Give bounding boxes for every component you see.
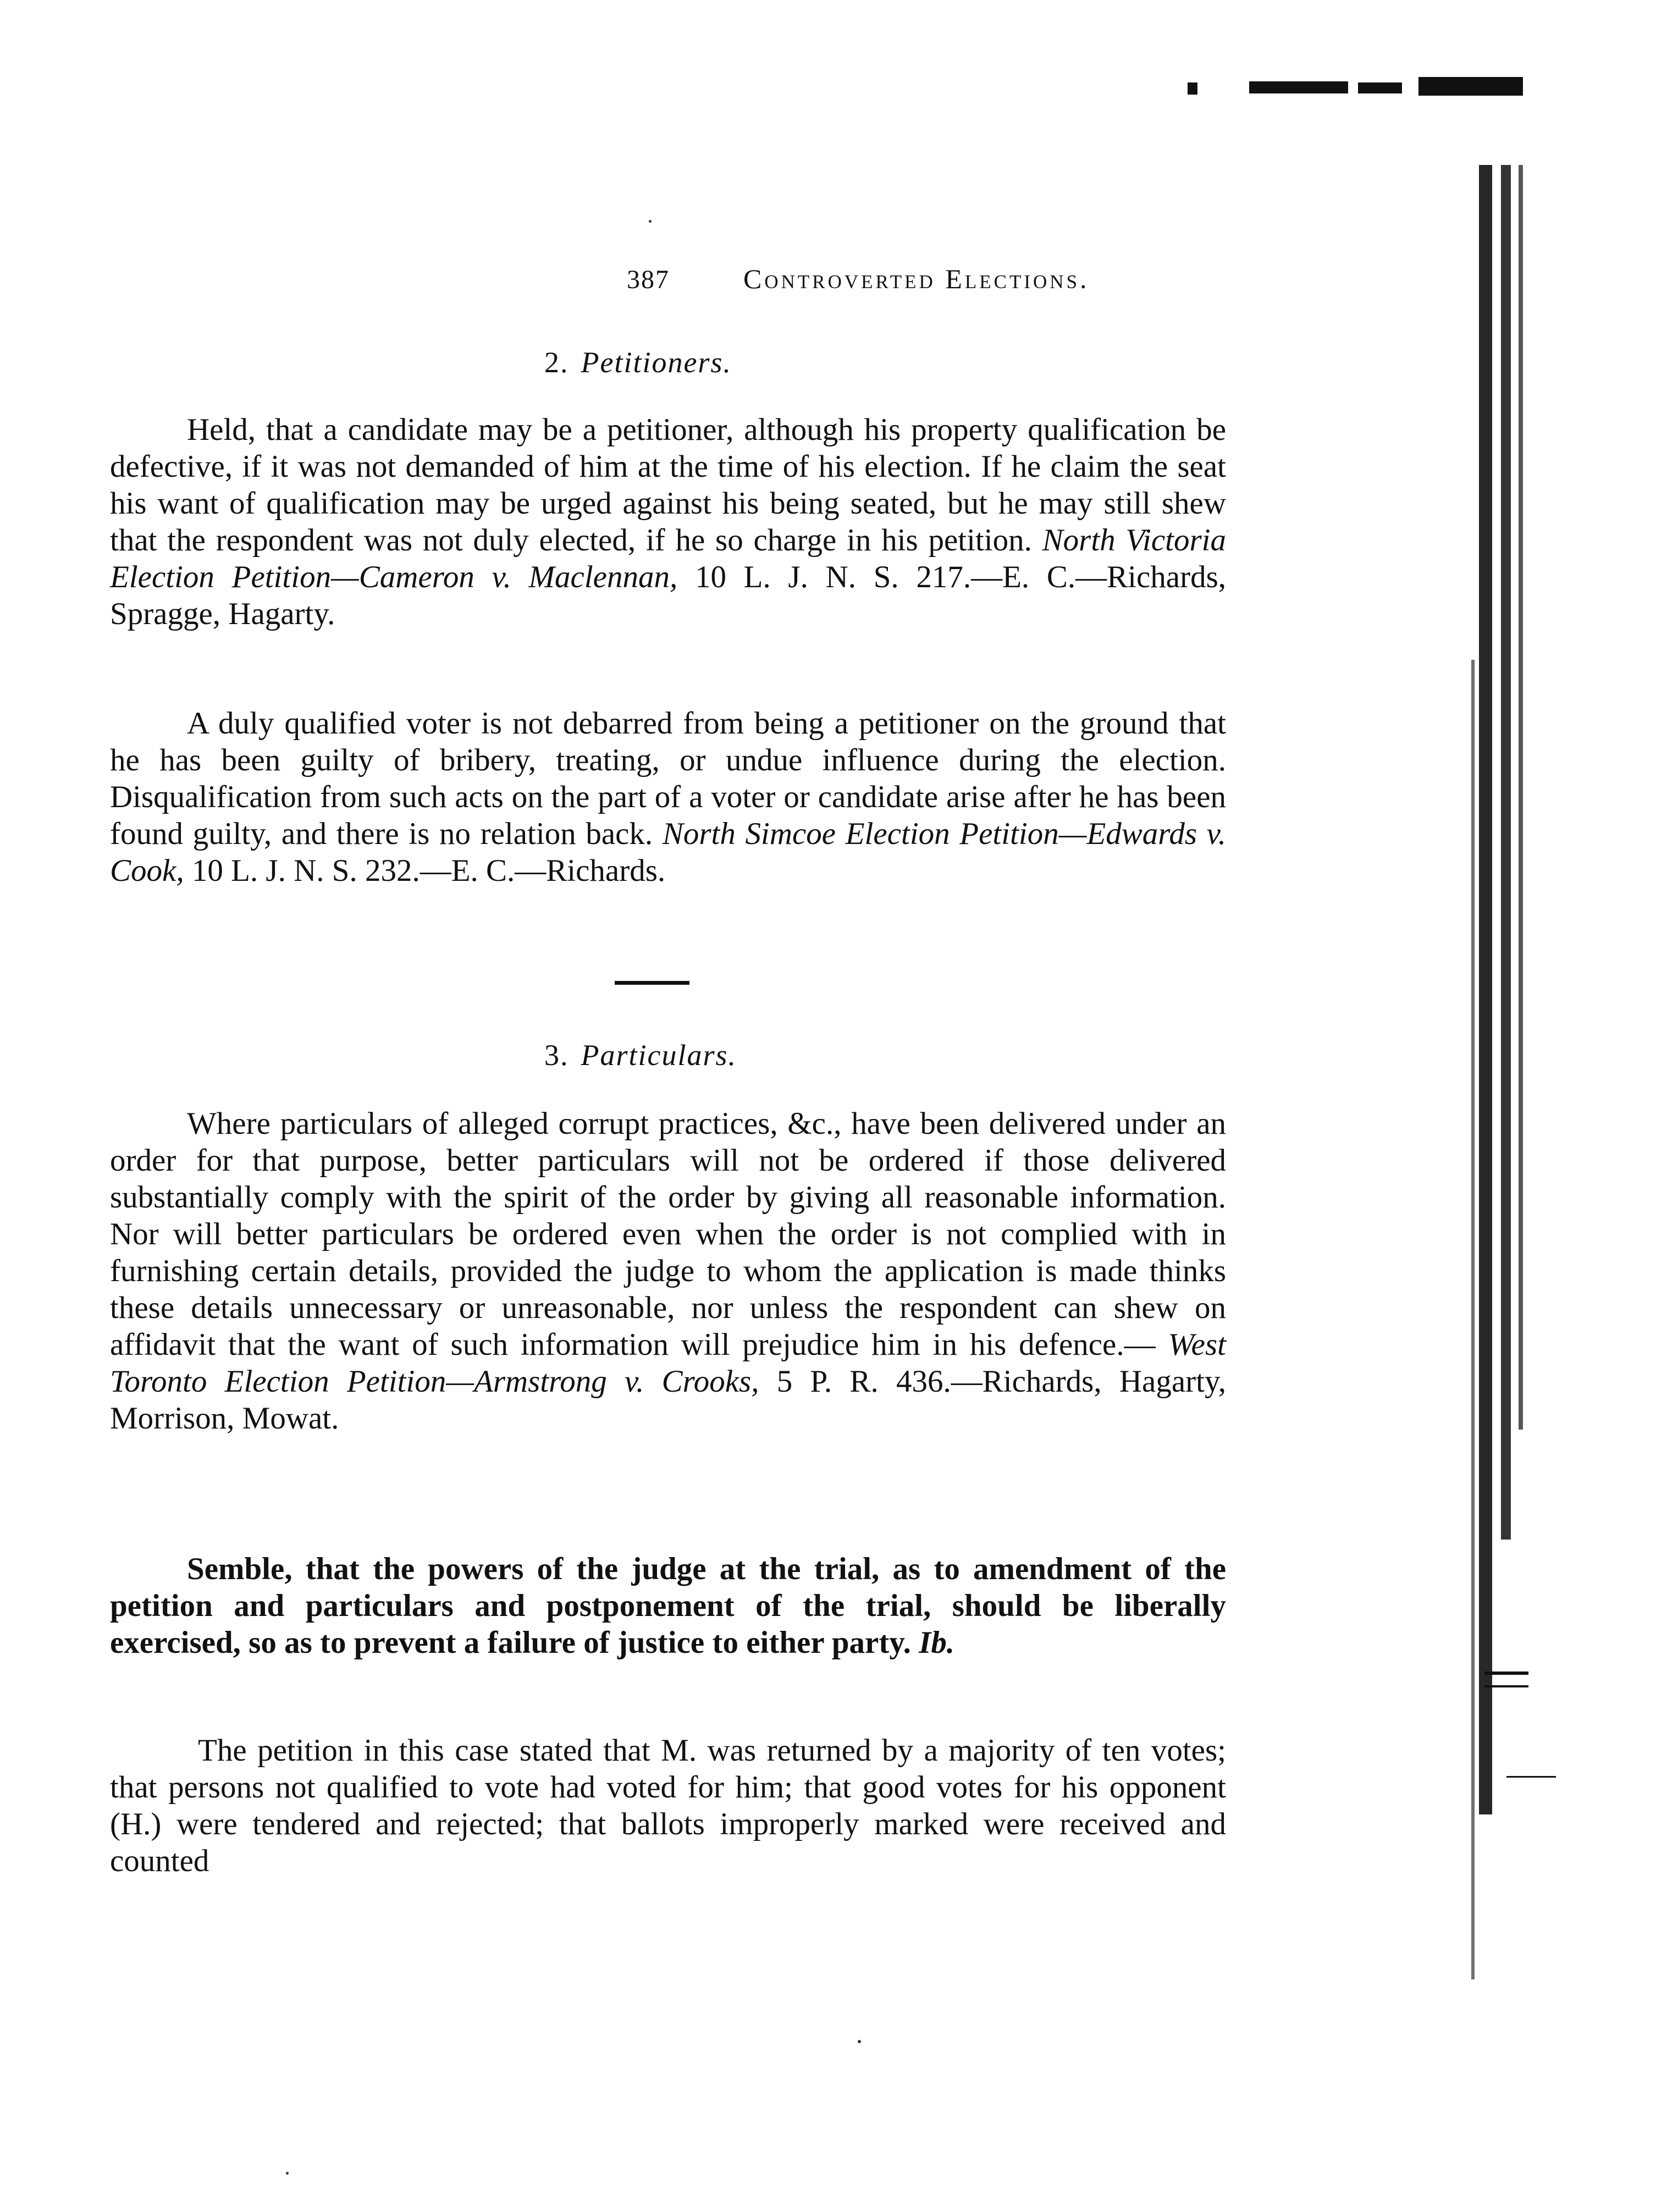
- scan-artifact: [1358, 82, 1402, 93]
- running-title: Controverted Elections.: [743, 263, 1090, 294]
- case-reference: 10 L. J. N. S. 217.—E. C.—Richards, Spragge, Hagarty.: [110, 560, 1227, 631]
- paragraph-text: Held, that a candidate may be a petitioner, although his property qualification be defective, if it was not demanded of him at the time of his election. If he claim the seat his want of qualification may be urged against his being seated, but he may still shew that the respondent was not duly elected, if he so charge in his petition.: [110, 412, 1226, 558]
- section-number: 2.: [544, 346, 569, 379]
- scan-speck: [649, 220, 652, 223]
- scan-artifact: [1506, 1776, 1556, 1778]
- case-reference: 5 P. R. 436.—Richards, Hagarty, Morrison, Mowat.: [110, 1364, 1226, 1436]
- paragraph-text: The petition in this case stated that M. was returned by a majority of ten votes; that persons not qualified to vote had voted for him; that good votes for his opponent (H.) were tendered and rejected; that ballots improperly marked were received and counted: [110, 1733, 1226, 1878]
- section-heading-petitioners: [544, 345, 732, 379]
- paragraph: [110, 705, 1226, 889]
- section-number: 3.: [544, 1039, 569, 1072]
- section-title: Particulars.: [581, 1039, 737, 1072]
- paragraph: [110, 411, 1226, 632]
- scan-artifact: [1249, 81, 1348, 93]
- paragraph: [110, 1105, 1226, 1437]
- scan-artifact: [1484, 1672, 1528, 1675]
- case-citation: North Victoria Election Petition—Cameron v. Maclennan,: [110, 523, 1227, 594]
- scan-speck: [858, 2040, 861, 2043]
- case-reference: 10 L. J. N. S. 232.—E. C.—Richards.: [191, 853, 666, 888]
- paragraph-text: Semble, that the powers of the judge at the trial, as to amendment of the petition and particulars and postponement of the trial, should be liberally exercised, so as to prevent a failure of justice to either party.: [110, 1552, 1226, 1660]
- case-citation: North Simcoe Election Petition—Edwards v. Cook,: [110, 817, 1226, 888]
- running-header: [627, 263, 1090, 295]
- section-heading-particulars: [544, 1038, 737, 1072]
- paragraph-text: Where particulars of alleged corrupt practices, &c., have been delivered under an order for that purpose, better particulars will not be ordered if those delivered substantially comply with the spirit of the order by giving all reasonable information. Nor will better particulars be ordered even when the order is not complied with in furnishing certain details, provided the judge to whom the application is made thinks these details unnecessary or unreasonable, nor unless the respondent can shew on affidavit that the want of such information will prejudice him in his defence.—: [110, 1106, 1226, 1362]
- scan-artifact: [1418, 77, 1523, 96]
- case-citation: West Toronto Election Petition—Armstrong v. Crooks,: [110, 1327, 1227, 1399]
- page-number: 387: [627, 265, 670, 294]
- section-title: Petitioners.: [581, 346, 732, 379]
- scan-artifact: [1471, 660, 1475, 1979]
- scan-speck: [286, 2172, 289, 2175]
- scan-artifact: [1188, 82, 1197, 95]
- scan-artifact: [1501, 165, 1511, 1540]
- paragraph: [110, 1732, 1226, 1879]
- paragraph-text: A duly qualified voter is not debarred from being a petitioner on the ground that he has been guilty of bribery, treating, or undue influence during the election. Disqualification from such acts on the part of a voter or candidate arise after he has been found guilty, and there is no relation back.: [110, 706, 1226, 851]
- paragraph: [110, 1551, 1226, 1661]
- scan-artifact: [1484, 1685, 1528, 1687]
- scan-artifact: [1479, 165, 1492, 1814]
- scan-artifact: [1519, 165, 1523, 1430]
- case-citation: Ib.: [919, 1625, 955, 1660]
- section-divider: [615, 981, 689, 985]
